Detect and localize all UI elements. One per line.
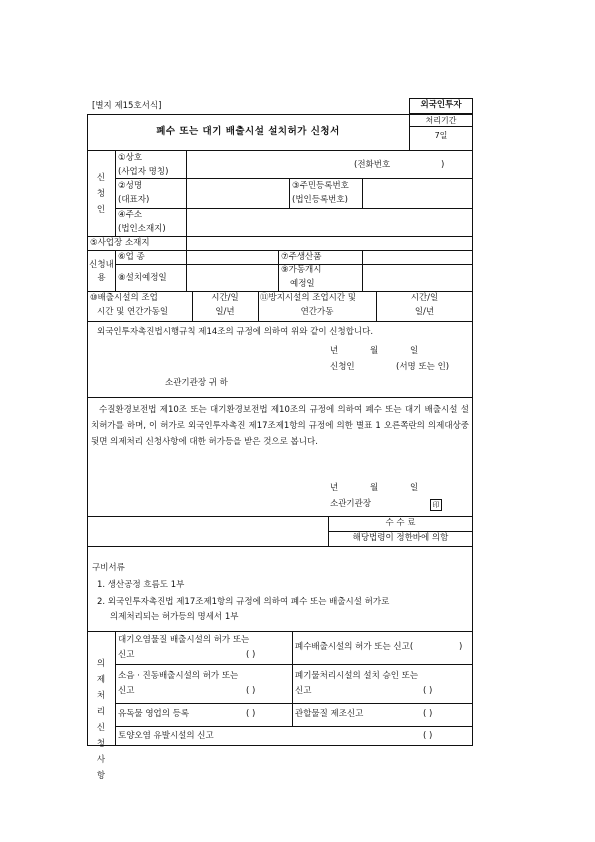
emission-unit-year: 일/년 [215,307,235,317]
site-label: ⑤사업장 소재지 [90,238,150,248]
site-field[interactable] [187,237,472,249]
request-group-label: 신청내용 [89,260,114,283]
representative-label: ②성명 [118,181,143,191]
main-product-field[interactable] [363,251,472,263]
operation-start-label: ⑨가동개시 [281,265,322,275]
deemed-substance-check[interactable]: ( ) [423,709,433,719]
phone-close: ) [441,160,445,170]
permit-year: 년 [330,483,339,493]
deemed-substance-label: 관할물질 제조신고 [295,709,364,719]
company-label: ①상호 [118,153,143,163]
document-item-1: 1. 생산공정 흐름도 1부 [97,580,185,590]
processing-period-value: 7일 [434,131,448,140]
address-field[interactable] [187,209,472,235]
deemed-air-label-1: 대기오염물질 배출시설의 허가 또는 [118,635,250,645]
prevention-hours-label: ⑪방지시설의 조업시간 및 [260,293,357,303]
permit-day: 일 [410,483,419,493]
permit-text: 수질환경보전법 제10조 또는 대기환경보전법 제10조의 규정에 의하여 폐수 또는 대기 배출시설 설치허가를 하며, 이 허가로 외국인투자촉진 제17조제1항의 규정에 의한 별표 1 오른쪽란의 의제대상중 뒷면 의제처리 신청사항에 대한 허가등을 받은 것으로 봅니다. [91,405,469,447]
document-item-2: 2. 외국인투자촉진법 제17조제1항의 규정에 의하여 폐수 또는 배출시설 허가로 [97,597,390,607]
address-sublabel: (법인소재지) [118,224,166,234]
deemed-water-label: 폐수배출시설의 허가 또는 신고( [295,642,414,652]
fee-label: 수 수 료 [385,518,416,528]
prevention-hours-sublabel: 연간가동 [300,307,334,317]
deemed-soil-check[interactable]: ( ) [423,731,433,741]
rrn-field[interactable] [363,179,472,207]
deemed-noise-check[interactable]: ( ) [246,686,256,696]
representative-field[interactable] [187,179,288,207]
install-date-label: ⑧설치예정일 [118,273,167,283]
emission-hours-label: ⑩배출시설의 조업 [90,293,158,303]
permit-month: 월 [370,483,379,493]
install-date-field[interactable] [187,265,277,290]
sign-note: (서명 또는 인) [396,362,450,372]
form-title: 폐수 또는 대기 배출시설 설치허가 신청서 [156,126,340,137]
applicant-signature-field[interactable] [364,360,394,374]
operation-start-field[interactable] [363,265,472,290]
prevention-unit-year: 일/년 [414,307,435,317]
foreign-investment-badge: 외국인투자 [420,100,462,110]
deemed-noise-label-1: 소음 · 진동배출시설의 허가 또는 [118,671,239,681]
recipient-label: 소관기관장 귀 하 [165,378,228,388]
documents-label: 구비서류 [92,563,125,573]
emission-unit-day: 시간/일 [211,293,239,303]
deemed-air-label-2: 신고 [118,650,135,660]
applicant-group-label: 신청인 [96,173,106,215]
address-label: ④주소 [118,210,143,220]
deemed-toxic-label: 유독물 영업의 등록 [118,709,190,719]
form-number: [별지 제15호서식] [92,101,162,111]
prevention-unit-day: 시간/일 [410,293,439,303]
company-field[interactable] [187,151,472,177]
phone-label: (전화번호 [354,160,391,170]
deemed-toxic-check[interactable]: ( ) [246,709,256,719]
deemed-waste-check[interactable]: ( ) [423,686,433,696]
deemed-air-check[interactable]: ( ) [246,650,256,660]
fee-value: 해당법령이 정한바에 의함 [352,533,449,543]
declaration-text: 외국인투자촉진법시행규칙 제14조의 규정에 의하여 위와 같이 신청합니다. [97,327,374,337]
deemed-waste-label-1: 폐기물처리시설의 설치 승인 또는 [295,671,419,681]
deemed-waste-label-2: 신고 [295,686,312,696]
business-type-field[interactable] [187,251,277,263]
declaration-month: 월 [370,346,379,356]
official-seal: 印 [430,499,442,511]
declaration-day: 일 [410,346,419,356]
rrn-sublabel: (법인등록번호) [292,195,348,205]
deemed-noise-label-2: 신고 [118,686,135,696]
deemed-soil-label: 토양오염 유발시설의 신고 [118,731,214,741]
applicant-sign-label: 신청인 [330,362,355,372]
processing-period-label: 처리기간 [425,116,457,125]
operation-start-sublabel: 예정일 [290,279,315,289]
authority-label: 소관기관장 [330,499,372,509]
document-item-2-cont: 의제처리되는 허가등의 명세서 1부 [110,612,239,622]
declaration-year: 년 [330,346,339,356]
deemed-group-label: 의제처리신청사항 [96,659,106,781]
company-sublabel: (사업자 명칭) [118,167,169,177]
main-product-label: ⑦주생산품 [281,252,322,262]
rrn-label: ③주민등록번호 [292,181,349,191]
emission-hours-sublabel: 시간 및 연간가동일 [97,307,169,317]
business-type-label: ⑥업 종 [118,252,145,262]
representative-sublabel: (대표자) [118,195,150,205]
deemed-water-check[interactable]: ) [459,642,463,652]
